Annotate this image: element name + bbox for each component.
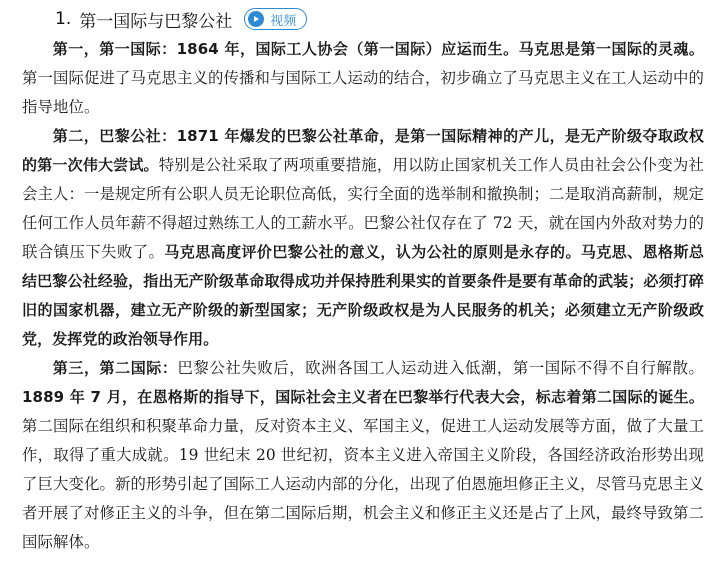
section-title: 第一国际与巴黎公社 <box>79 11 233 32</box>
section-number: 1. <box>55 9 72 29</box>
paragraph-paris-commune <box>22 122 704 354</box>
bold-text: 第一，第一国际：1864 年，国际工人协会（第一国际）应运而生。马克思是第一国际的灵魂。 <box>52 40 704 58</box>
bold-text: 第三，第二国际： <box>52 359 178 377</box>
video-badge-label: 视频 <box>270 13 297 29</box>
paragraph-first-international <box>22 35 704 122</box>
plain-text: 第二国际在组织和积聚革命力量，反对资本主义、军国主义，促进工人运动发展等方面，做了大量工作，取得了重大成就。19 世纪末 20 世纪初，资本主义进入帝国主义阶段，各国经济政治形势出现了巨大变化。新的形势引起了国际工人运动内部的分化，出现了伯恩施坦修正主义，尽管马克思主义者开展了对修正主义的斗争，但在第二国际后期，机会主义和修正主义还是占了上风，最终导致第二国际解体。 <box>22 417 704 551</box>
play-icon <box>248 11 264 27</box>
video-badge[interactable] <box>244 8 307 30</box>
plain-text: 第一国际促进了马克思主义的传播和与国际工人运动的结合，初步确立了马克思主义在工人运动中的指导地位。 <box>22 69 704 116</box>
bold-text: 1889 年 7 月，在恩格斯的指导下，国际社会主义者在巴黎举行代表大会，标志着第二国际的诞生。 <box>22 388 704 406</box>
bold-text: 马克思高度评价巴黎公社的意义，认为公社的原则是永存的。马克思、恩格斯总结巴黎公社经验，指出无产阶级革命取得成功并保持胜利果实的首要条件是要有革命的武装；必须打碎旧的国家机器，建立无产阶级的新型国家；无产阶级政权是为人民服务的机关；必须建立无产阶级政党，发挥党的政治领导作用。 <box>22 243 704 348</box>
plain-text: 巴黎公社失败后，欧洲各国工人运动进入低潮，第一国际不得不自行解散。 <box>177 359 704 377</box>
section-heading <box>55 7 307 31</box>
body-text <box>22 35 704 557</box>
bold-text: 第二，巴黎公社：1871 年爆发的巴黎公社革命，是第一国际精神的产儿，是无产阶级夺取政权的第一次伟大尝试。 <box>22 127 704 174</box>
paragraph-second-international <box>22 354 704 557</box>
plain-text: 特别是公社采取了两项重要措施，用以防止国家机关工作人员由社会公仆变为社会主人：一是规定所有公职人员无论职位高低，实行全面的选举制和撤换制；二是取消高薪制，规定任何工作人员年薪不得超过熟练工人的工薪水平。巴黎公社仅存在了 72 天，就在国内外敌对势力的联合镇压下失败了。 <box>22 156 704 261</box>
